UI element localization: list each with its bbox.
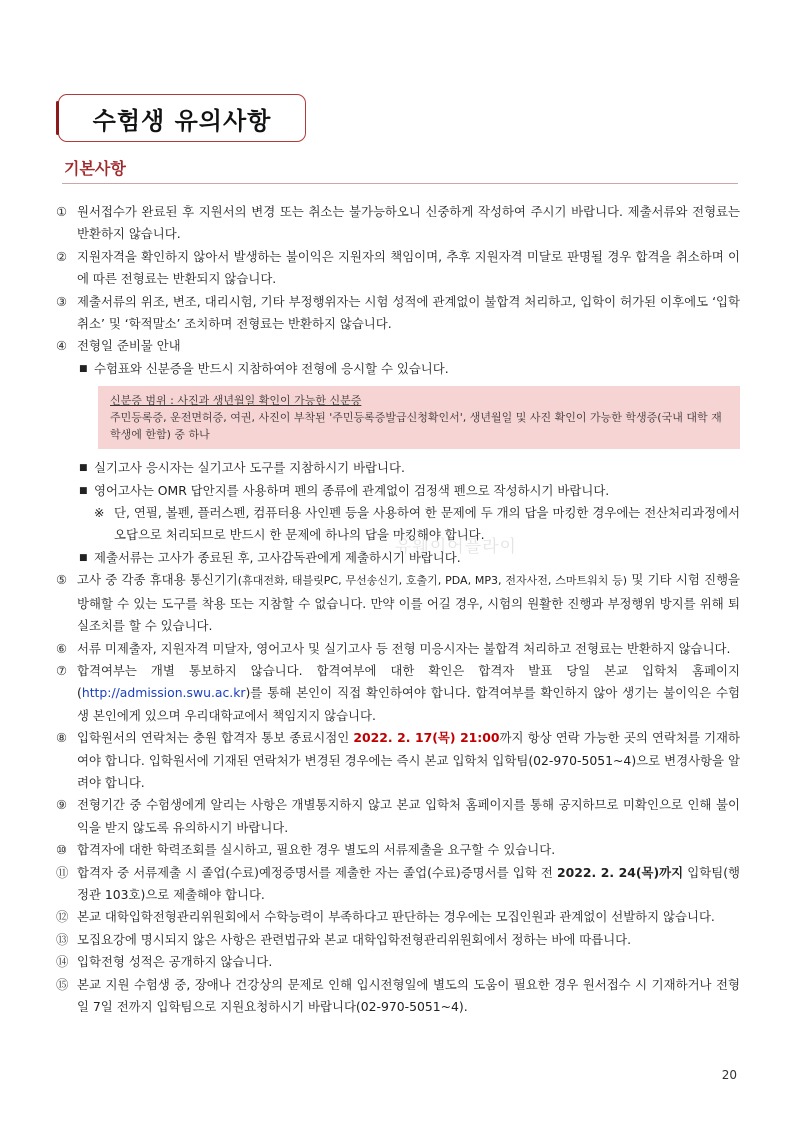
list-item	[56, 569, 740, 637]
list-item	[56, 246, 740, 291]
item-text-part: 까지 항상 연락 가능한 곳의 연락처를 기재하여야 합니다. 입학원서에 기재된 연락처가 변경된 경우에는 즉시 본교 입학처 입학팀(02-970-5051~4)으로 변경사항을 알려야 합니다.	[77, 730, 740, 790]
item-number: ①	[56, 204, 68, 219]
page-title: 수험생 유의사항	[58, 94, 306, 142]
note-item	[56, 502, 740, 547]
item-number: ④	[56, 338, 68, 354]
list-item	[56, 929, 740, 951]
item-text-part: 합격여부는 개별 통보하지 않습니다. 합격여부에 대한 확인은 합격자 발표 당일 본교 입학처 홈페이지(	[77, 662, 740, 701]
sub-item-text: 영어고사는 OMR 답안지를 사용하며 펜의 종류에 관계없이 검정색 펜으로 작성하시기 바랍니다.	[94, 482, 610, 498]
item-text: 전형기간 중 수험생에게 알리는 사항은 개별통지하지 않고 본교 입학처 홈페이지를 통해 공지하므로 미확인으로 인해 불이익을 받지 않도록 유의하시기 바랍니다.	[77, 797, 740, 835]
item-text: 제출서류의 위조, 변조, 대리시험, 기타 부정행위자는 시험 성적에 관계없이 불합격 처리하고, 입학이 허가된 이후에도 ‘입학취소’ 및 ‘학적말소’ 조치하며 전형료는 반환하지 않습니다.	[77, 293, 740, 332]
list-item	[56, 201, 740, 246]
item-text-part: 입학원서의 연락처는 충원 합격자 통보 종료시점인	[77, 730, 354, 746]
list-item	[56, 794, 740, 839]
item-text-part: 및 기타 시험 진행을 방해할 수 있는 도구를 착용 또는 지참할 수 없습니다. 만약 이를 어길 경우, 시험의 원활한 진행과 부정행위 방지를 위해 퇴실조치를 할 수 있습니다.	[77, 572, 741, 634]
notice-list	[56, 201, 740, 1018]
list-item	[56, 951, 740, 973]
item-number: ⑫	[56, 909, 69, 925]
deadline-date: 2022. 2. 24(목)까지	[557, 864, 684, 880]
sub-item	[56, 457, 740, 479]
list-item	[56, 335, 740, 357]
id-card-info-box	[98, 386, 740, 449]
square-bullet-icon: ■	[79, 552, 88, 563]
square-bullet-icon: ■	[79, 463, 88, 474]
info-box-heading: 신분증 범위 : 사진과 생년월일 확인이 가능한 신분증	[110, 394, 362, 408]
item-text: 본교 지원 수험생 중, 장애나 건강상의 문제로 인해 입시전형일에 별도의 도움이 필요한 경우 원서접수 시 기재하거나 전형일 7일 전까지 입학팀으로 지원요청하시기 바랍니다(02-970-5051~4).	[77, 976, 740, 1014]
item-number: ②	[56, 248, 68, 264]
watermark: 유웨이어플라이	[395, 537, 517, 557]
note-text: 단, 연필, 볼펜, 플러스펜, 컴퓨터용 사인펜 등을 사용하여 한 문제에 두 개의 답을 마킹한 경우에는 전산처리과정에서 오답으로 처리되므로 반드시 한 문제에 하나의 답을 마킹해야 합니다.	[114, 505, 740, 543]
deadline-date: 2022. 2. 17(목) 21:00	[353, 730, 500, 746]
item-text-part: 고사 중 각종 휴대용 통신기기	[77, 572, 238, 588]
section-header	[62, 156, 738, 184]
item-text: 원서접수가 완료된 후 지원서의 변경 또는 취소는 불가능하오니 신중하게 작성하여 주시기 바랍니다. 제출서류와 전형료는 반환하지 않습니다.	[77, 204, 740, 242]
list-item	[56, 906, 740, 928]
list-item	[56, 291, 740, 336]
item-number: ⑥	[56, 640, 68, 656]
square-bullet-icon: ■	[79, 485, 88, 496]
item-number: ③	[56, 293, 68, 309]
admission-homepage-link[interactable]: http://admission.swu.ac.kr	[81, 685, 246, 701]
item-number: ⑤	[56, 572, 68, 588]
item-text	[77, 727, 740, 794]
item-text-part: )를 통해 본인이 직접 확인하여야 합니다. 합격여부를 확인하지 않아 생기는 불이익은 수험생 본인에게 있으며 우리대학교에서 책임지지 않습니다.	[77, 685, 740, 723]
item-number: ⑨	[56, 797, 68, 813]
item-number: ⑪	[56, 864, 69, 880]
list-item	[56, 638, 740, 660]
sub-item-text: 제출서류는 고사가 종료된 후, 고사감독관에게 제출하시기 바랍니다.	[94, 549, 461, 565]
item-text: 지원자격을 확인하지 않아서 발생하는 불이익은 지원자의 책임이며, 추후 지원자격 미달로 판명될 경우 합격을 취소하며 이에 따른 전형료는 반환되지 않습니다.	[77, 248, 740, 287]
item-number: ⑩	[56, 842, 68, 858]
item-number: ⑮	[56, 976, 69, 992]
item-number: ⑧	[56, 730, 68, 746]
sub-item	[56, 480, 740, 502]
list-item	[56, 862, 740, 907]
item-text: 입학전형 성적은 공개하지 않습니다.	[77, 954, 273, 970]
sub-item-text: 수험표와 신분증을 반드시 지참하여야 전형에 응시할 수 있습니다.	[94, 360, 449, 376]
list-item	[56, 727, 740, 794]
info-box-body: 주민등록증, 운전면허증, 여권, 사진이 부착된 '주민등록증발급신청확인서', 생년월일 및 사진 확인이 가능한 학생증(국내 대학 재학생에 한함) 중 하나	[110, 411, 722, 442]
item-text-part: 입학팀(행정관 103호)으로 제출해야 합니다.	[77, 864, 740, 902]
item-text: 전형일 준비물 안내	[77, 338, 181, 354]
item-text: 합격자에 대한 학력조회를 실시하고, 필요한 경우 별도의 서류제출을 요구할 수 있습니다.	[77, 842, 556, 858]
item-text	[77, 660, 740, 727]
item-text	[77, 862, 740, 907]
item-text: 서류 미제출자, 지원자격 미달자, 영어고사 및 실기고사 등 전형 미응시자는 불합격 처리하고 전형료는 반환하지 않습니다.	[77, 640, 731, 656]
section-divider	[62, 183, 738, 184]
list-item	[56, 839, 740, 861]
device-list: (휴대전화, 태블릿PC, 무선송신기, 호출기, PDA, MP3, 전자사전, 스마트워치 등)	[237, 574, 628, 588]
item-text-part: 합격자 중 서류제출 시 졸업(수료)예정증명서를 제출한 자는 졸업(수료)증명서를 입학 전	[77, 864, 557, 880]
item-number: ⑦	[56, 662, 68, 678]
page-number: 20	[721, 1068, 737, 1082]
item-number: ⑭	[56, 954, 69, 970]
note-mark: ※	[94, 505, 105, 521]
list-item	[56, 974, 740, 1019]
section-title: 기본사항	[64, 159, 126, 178]
item-text: 본교 대학입학전형관리위원회에서 수학능력이 부족하다고 판단하는 경우에는 모집인원과 관계없이 선발하지 않습니다.	[77, 909, 715, 925]
item-number: ⑬	[56, 931, 69, 947]
square-bullet-icon: ■	[79, 363, 88, 374]
item-text	[77, 569, 740, 637]
list-item	[56, 660, 740, 727]
sub-item	[56, 358, 740, 380]
sub-item-text: 실기고사 응시자는 실기고사 도구를 지참하시기 바랍니다.	[94, 460, 405, 476]
item-text: 모집요강에 명시되지 않은 사항은 관련법규와 본교 대학입학전형관리위원회에서 정하는 바에 따릅니다.	[77, 931, 632, 947]
sub-item	[56, 547, 740, 569]
